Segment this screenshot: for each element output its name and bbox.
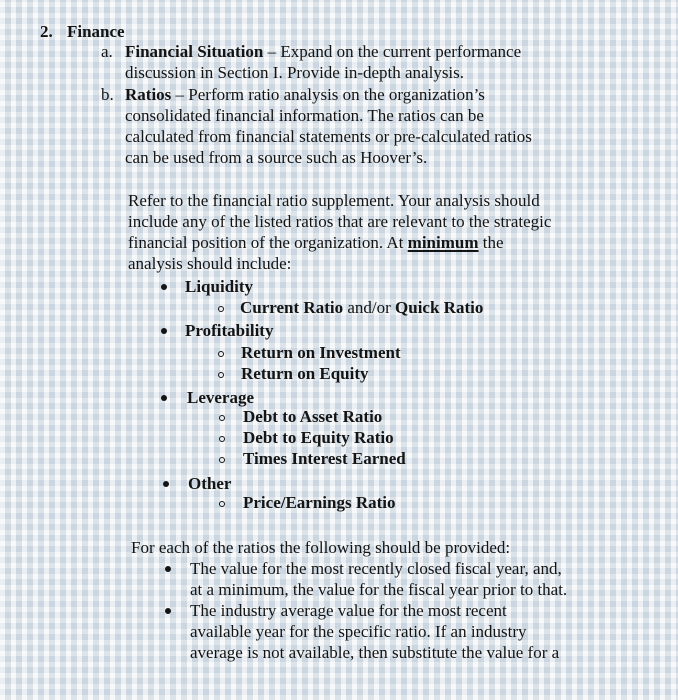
item-a-letter: a.: [101, 42, 113, 61]
refer-line4: analysis should include:: [128, 254, 292, 273]
provided-bullet2-line1: The industry average value for the most recent: [190, 601, 507, 620]
bullet-provided-1: [165, 566, 171, 572]
item-b-heading: Ratios: [125, 85, 172, 104]
sub-bullet: [219, 501, 225, 507]
group-other-label: Other: [188, 474, 232, 493]
group-profitability-label: Profitability: [185, 321, 274, 340]
leverage-item-1: Debt to Asset Ratio: [243, 407, 383, 426]
quick-ratio: Quick Ratio: [395, 298, 484, 317]
other-item-1: Price/Earnings Ratio: [243, 493, 396, 512]
bullet-liquidity: [161, 284, 167, 290]
profitability-item-2: Return on Equity: [241, 364, 369, 383]
bullet-profitability: [161, 328, 167, 334]
item-b-letter: b.: [101, 85, 114, 104]
group-leverage-label: Leverage: [187, 388, 255, 407]
bullet-leverage: [161, 395, 167, 401]
leverage-item-3: Times Interest Earned: [243, 449, 406, 468]
sub-bullet: [218, 351, 224, 357]
and-or: and/or: [343, 298, 396, 317]
minimum-emphasis: minimum: [407, 233, 479, 252]
bullet-provided-2: [165, 608, 171, 614]
provided-bullet2-line3: average is not available, then substitute the value for a: [190, 643, 560, 662]
item-b-line1-rest: Perform ratio analysis on the organization’s: [188, 85, 485, 104]
bullet-other: [163, 481, 169, 487]
section-title: Finance: [67, 22, 125, 41]
group-liquidity-label: Liquidity: [185, 277, 254, 296]
liquidity-item: [240, 297, 483, 318]
sub-bullet: [218, 306, 224, 312]
leverage-item-2: Debt to Equity Ratio: [243, 428, 394, 447]
provided-bullet2-line2: available year for the specific ratio. If an industry: [190, 622, 527, 641]
item-b-line1: [125, 84, 485, 105]
sub-bullet: [219, 415, 225, 421]
item-b-line2: consolidated financial information. The ratios can be: [125, 106, 484, 125]
profitability-item-1: Return on Investment: [241, 343, 401, 362]
refer-line2: include any of the listed ratios that are relevant to the strategic: [128, 212, 552, 231]
item-a-heading: Financial Situation: [125, 42, 264, 61]
section-number: 2.: [40, 22, 53, 41]
provided-intro: For each of the ratios the following should be provided:: [131, 538, 511, 557]
refer-line3-post: the: [478, 233, 504, 252]
item-a-line1: [125, 41, 521, 62]
current-ratio: Current Ratio: [240, 298, 344, 317]
item-b-line4: can be used from a source such as Hoover’s.: [125, 148, 428, 167]
provided-bullet1-line1: The value for the most recently closed fiscal year, and,: [190, 559, 562, 578]
refer-line3-pre: financial position of the organization. At: [128, 233, 408, 252]
item-a-dash: –: [263, 42, 281, 61]
refer-line3: [128, 232, 504, 253]
item-a-line1-rest: Expand on the current performance: [280, 42, 522, 61]
sub-bullet: [218, 372, 224, 378]
refer-line1: Refer to the financial ratio supplement. Your analysis should: [128, 191, 540, 210]
sub-bullet: [219, 457, 225, 463]
provided-bullet1-line2: at a minimum, the value for the fiscal year prior to that.: [190, 580, 568, 599]
item-b-dash: –: [171, 85, 189, 104]
sub-bullet: [219, 436, 225, 442]
item-b-line3: calculated from financial statements or pre-calculated ratios: [125, 127, 532, 146]
item-a-line2: discussion in Section I. Provide in-depth analysis.: [125, 63, 465, 82]
